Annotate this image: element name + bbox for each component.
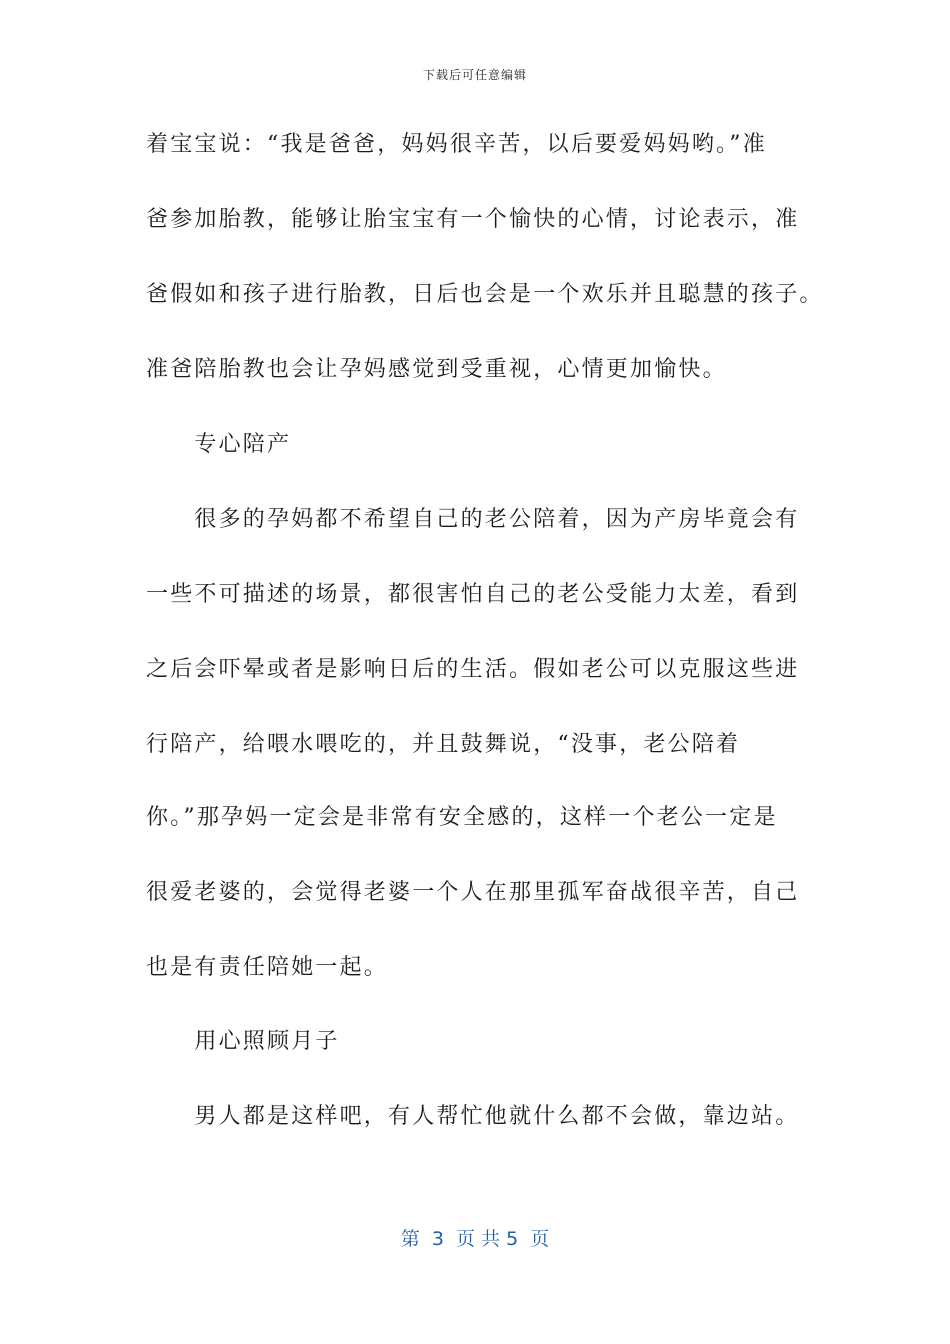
body-line: 行陪产，给喂水喂吃的，并且鼓舞说，“没事，老公陪着	[146, 732, 741, 757]
body-line: 准爸陪胎教也会让孕妈感觉到受重视，心情更加愉快。	[146, 357, 727, 382]
body-line: 着宝宝说：“我是爸爸，妈妈很辛苦，以后要爱妈妈哟。”准	[146, 132, 767, 157]
body-line: 很爱老婆的，会觉得老婆一个人在那里孤军奋战很辛苦，自己	[146, 880, 800, 905]
section-heading: 用心照顾月子	[146, 1029, 340, 1054]
page-header-note: 下载后可任意编辑	[422, 68, 527, 82]
body-line: 你。”那孕妈一定会是非常有安全感的，这样一个老公一定是	[146, 805, 778, 830]
body-line: 之后会吓晕或者是影响日后的生活。假如老公可以克服这些进	[146, 657, 800, 682]
body-line: 也是有责任陪她一起。	[146, 955, 389, 980]
page-number-footer: 第 3 页 共 5 页	[400, 1228, 550, 1250]
body-line: 爸假如和孩子进行胎教，日后也会是一个欢乐并且聪慧的孩子。	[146, 282, 824, 307]
section-heading: 专心陪产	[146, 432, 292, 457]
body-line: 男人都是这样吧，有人帮忙他就什么都不会做，靠边站。	[146, 1104, 800, 1129]
body-line: 一些不可描述的场景，都很害怕自己的老公受能力太差，看到	[146, 582, 800, 607]
body-line: 爸参加胎教，能够让胎宝宝有一个愉快的心情，讨论表示，准	[146, 207, 800, 232]
body-line: 很多的孕妈都不希望自己的老公陪着，因为产房毕竟会有	[146, 507, 800, 532]
